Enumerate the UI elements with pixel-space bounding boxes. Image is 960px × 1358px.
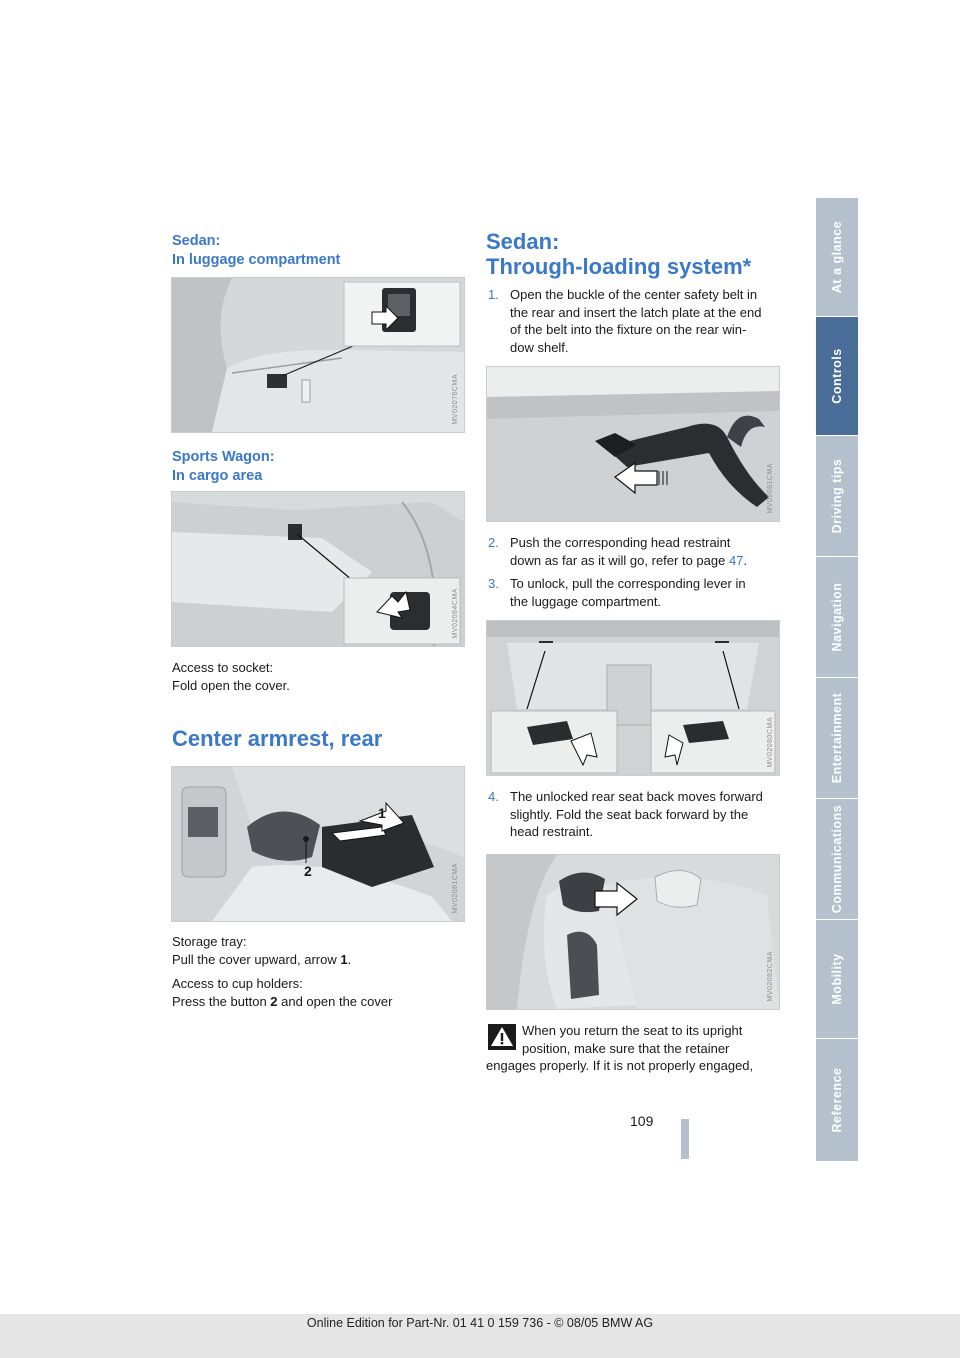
- tab-controls[interactable]: [816, 316, 858, 435]
- tab-label: Communications: [830, 804, 844, 914]
- figure-code: MV02081CMA: [767, 463, 774, 514]
- callout-2: 2: [304, 863, 312, 879]
- text-line: Fold open the cover.: [172, 677, 290, 693]
- heading-sedan-luggage: [172, 232, 340, 270]
- step-text: [510, 575, 746, 610]
- heading-line: In cargo area: [172, 468, 263, 484]
- figure-belt-latch: [486, 366, 780, 522]
- text-span: and open the cover: [277, 993, 393, 1009]
- text-line: position, make sure that the retainer: [522, 1040, 730, 1056]
- tab-label: Reference: [830, 1067, 844, 1133]
- figure-fold-seat: [486, 854, 780, 1010]
- tab-communications[interactable]: [816, 798, 858, 919]
- access-socket-text: [172, 659, 290, 694]
- step-2: [488, 534, 788, 570]
- figure-code: MV02080CMA: [767, 717, 774, 768]
- page-marker: [681, 1119, 689, 1159]
- text-line: [172, 951, 351, 969]
- tab-reference[interactable]: [816, 1038, 858, 1161]
- figure-code: MV02082CMA: [767, 951, 774, 1002]
- heading-line: Through-loading system*: [486, 254, 752, 279]
- tab-navigation[interactable]: [816, 556, 858, 677]
- step-3: [488, 575, 788, 611]
- text-span: down as far as it will go, refer to page: [510, 552, 729, 568]
- callout-ref: 1: [340, 951, 348, 967]
- text-line: head restraint.: [510, 824, 594, 839]
- text-line: Open the buckle of the center safety belt in: [510, 287, 758, 302]
- heading-through-loading: [486, 229, 751, 279]
- text-line: To unlock, pull the corresponding lever in: [510, 576, 746, 591]
- callout-ref: 2: [270, 993, 278, 1009]
- step-4: [488, 788, 788, 842]
- tab-driving-tips[interactable]: [816, 435, 858, 556]
- text-line: Storage tray:: [172, 934, 247, 949]
- text-line: dow shelf.: [510, 339, 569, 355]
- tab-label: Entertainment: [830, 692, 844, 784]
- text-line: slightly. Fold the seat back forward by the: [510, 806, 749, 822]
- footer: [0, 1314, 960, 1358]
- heading-wagon: [172, 448, 275, 486]
- text-line: Access to cup holders:: [172, 976, 303, 991]
- text-line: of the belt into the fixture on the rear win-: [510, 322, 747, 337]
- text-line: [172, 993, 392, 1011]
- step-number: 4.: [488, 789, 499, 804]
- text-line: Push the corresponding head restraint: [510, 535, 731, 550]
- tab-entertainment[interactable]: [816, 677, 858, 798]
- text-span: Press the button: [172, 993, 271, 1009]
- figure-code: MV02076CMA: [452, 374, 459, 425]
- text-span: .: [347, 951, 352, 967]
- text-span: .: [743, 552, 748, 568]
- warning-icon: [488, 1024, 516, 1050]
- step-number: 3.: [488, 576, 499, 591]
- footer-text: Online Edition for Part-Nr. 01 41 0 159 736 - © 08/05 BMW AG: [306, 1316, 654, 1330]
- heading-line: In luggage compartment: [172, 252, 341, 268]
- figure-code: MV02084CMA: [452, 588, 459, 639]
- heading-line: Sedan:: [486, 229, 560, 254]
- figure-unlock-levers: [486, 620, 780, 776]
- text-line: The unlocked rear seat back moves forward: [510, 789, 763, 804]
- step-number: 1.: [488, 287, 499, 302]
- text-line: When you return the seat to its upright: [522, 1023, 743, 1038]
- tab-label: At a glance: [830, 220, 844, 294]
- heading-line: Sedan:: [172, 233, 221, 249]
- page-link[interactable]: 47: [728, 552, 744, 568]
- figure-luggage-socket: [171, 277, 465, 433]
- warning-text: [522, 1022, 742, 1057]
- tab-label: Navigation: [830, 582, 844, 652]
- tab-label: Controls: [830, 348, 844, 404]
- text-line: the luggage compartment.: [510, 593, 662, 609]
- step-text: [510, 788, 763, 841]
- tab-at-a-glance[interactable]: [816, 197, 858, 316]
- text-line: Access to socket:: [172, 660, 274, 675]
- warning-text-continued: engages properly. If it is not properly engaged,: [486, 1058, 754, 1073]
- text-span: Pull the cover upward, arrow: [172, 951, 341, 967]
- step-text: [510, 534, 747, 569]
- figure-cargo-socket: [171, 491, 465, 647]
- cup-holder-text: [172, 975, 392, 1010]
- figure-code: MV02081CMA: [452, 863, 459, 914]
- heading-line: Sports Wagon:: [172, 449, 275, 465]
- tab-mobility[interactable]: [816, 919, 858, 1038]
- callout-1: 1: [378, 805, 386, 821]
- step-text: [510, 286, 762, 356]
- step-number: 2.: [488, 535, 499, 550]
- text-line: [510, 552, 747, 570]
- tab-label: Mobility: [830, 953, 844, 1005]
- page-number: 109: [630, 1113, 654, 1129]
- figure-armrest: [171, 766, 465, 922]
- text-line: the rear and insert the latch plate at the end: [510, 304, 762, 320]
- tab-label: Driving tips: [830, 458, 844, 534]
- storage-tray-text: [172, 933, 351, 968]
- step-1: [488, 286, 788, 358]
- heading-center-armrest: Center armrest, rear: [172, 726, 383, 751]
